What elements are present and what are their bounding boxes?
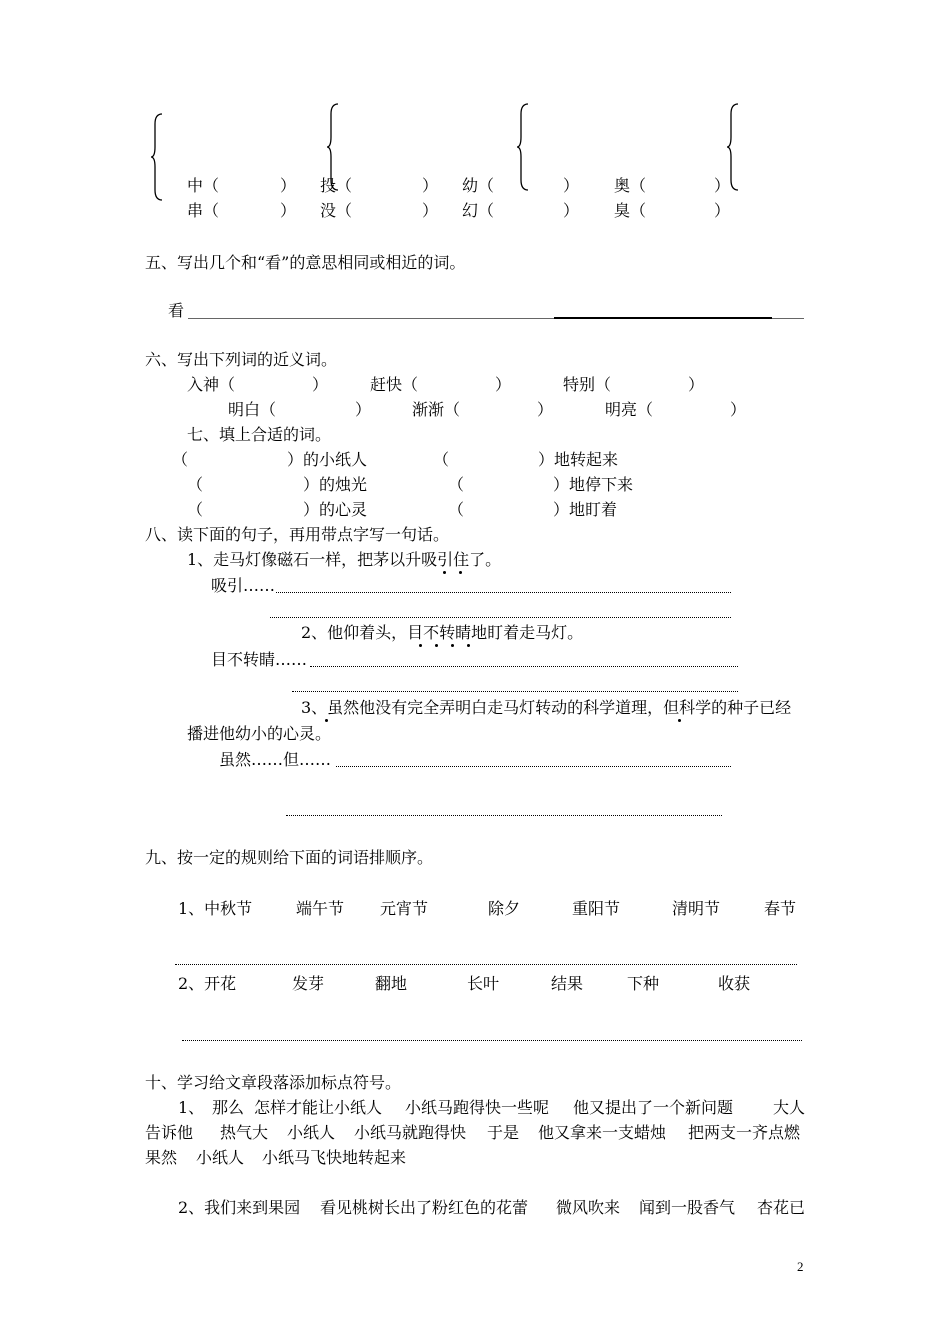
section5-label: 看 bbox=[168, 301, 185, 320]
pair2-top-close: ） bbox=[422, 176, 439, 195]
answer-line-suiran-1[interactable] bbox=[336, 766, 731, 767]
syn-gankuai: 赶快（ bbox=[370, 375, 419, 394]
fill2-close: ）地转起来 bbox=[538, 450, 619, 469]
emphasis-dot-sui bbox=[325, 719, 328, 722]
answer-line-mubuzhuanjing-2[interactable] bbox=[292, 691, 738, 692]
p2-l1-b: 看见桃树长出了粉红色的花蕾 bbox=[320, 1198, 529, 1217]
syn-rushen: 入神（ bbox=[187, 375, 236, 394]
p1-l1-f: 大人 bbox=[773, 1098, 806, 1117]
fill3-close: ）的烛光 bbox=[303, 475, 368, 494]
syn-gankuai-close: ） bbox=[495, 375, 512, 394]
emphasis-dot-mu bbox=[419, 644, 422, 647]
fill5-close: ）的心灵 bbox=[303, 500, 368, 519]
p1-l2-f: 他又拿来一支蜡烛 bbox=[538, 1123, 667, 1142]
p1-l1-c: 怎样才能让小纸人 bbox=[254, 1098, 383, 1117]
festival-5: 重阳节 bbox=[572, 899, 621, 918]
farm-6: 下种 bbox=[627, 974, 660, 993]
fill4-open: （ bbox=[448, 475, 465, 494]
p1-l2-d: 小纸马就跑得快 bbox=[354, 1123, 467, 1142]
p2-l1-c: 微风吹来 bbox=[556, 1198, 621, 1217]
fill3-open: （ bbox=[187, 475, 204, 494]
section6-heading: 六、写出下列词的近义词。 bbox=[145, 350, 338, 369]
pair3-top-close: ） bbox=[563, 176, 580, 195]
fill6-close: ）地盯着 bbox=[553, 500, 618, 519]
p1-l3-b: 小纸人 bbox=[196, 1148, 245, 1167]
pair1-top: 中（ bbox=[187, 176, 220, 195]
p2-l1-a: 2、我们来到果园 bbox=[178, 1198, 301, 1217]
fill1-close: ）的小纸人 bbox=[287, 450, 368, 469]
pair2-bottom-close: ） bbox=[422, 201, 439, 220]
p1-l1-e: 他又提出了一个新问题 bbox=[573, 1098, 734, 1117]
festival-4: 除夕 bbox=[488, 899, 521, 918]
pair4-bottom-close: ） bbox=[714, 201, 731, 220]
farm-4: 长叶 bbox=[467, 974, 500, 993]
p1-l3-a: 果然 bbox=[145, 1148, 178, 1167]
farm-2: 发芽 bbox=[292, 974, 325, 993]
farm-7: 收获 bbox=[718, 974, 751, 993]
answer-line-farming[interactable] bbox=[182, 1040, 802, 1041]
p1-l2-b: 热气大 bbox=[220, 1123, 269, 1142]
section8-prompt2: 目不转睛…… bbox=[211, 650, 308, 669]
section8-sentence2: 2、他仰着头，目不转睛地盯着走马灯。 bbox=[301, 623, 584, 642]
p1-l1-a: 1、 bbox=[178, 1098, 205, 1117]
pair3-bottom-close: ） bbox=[563, 201, 580, 220]
pair3-bottom: 幻（ bbox=[462, 201, 495, 220]
brace-1 bbox=[150, 112, 164, 202]
pair3-top: 幼（ bbox=[462, 176, 495, 195]
festival-6: 清明节 bbox=[672, 899, 721, 918]
pair4-top-close: ） bbox=[714, 176, 731, 195]
pair1-bottom: 串（ bbox=[187, 201, 220, 220]
section5-answer-line-bold bbox=[554, 317, 772, 319]
syn-jianjian-close: ） bbox=[537, 400, 554, 419]
farm-3: 翻地 bbox=[375, 974, 408, 993]
festival-7: 春节 bbox=[764, 899, 797, 918]
section10-heading: 十、学习给文章段落添加标点符号。 bbox=[145, 1073, 402, 1092]
answer-line-festivals[interactable] bbox=[175, 964, 797, 965]
answer-line-suiran-2[interactable] bbox=[286, 815, 722, 816]
farm-5: 结果 bbox=[551, 974, 584, 993]
p1-l2-g: 把两支一齐点燃 bbox=[688, 1123, 801, 1142]
festival-3: 元宵节 bbox=[380, 899, 429, 918]
syn-tebie: 特别（ bbox=[563, 375, 612, 394]
answer-line-xiyin-1[interactable] bbox=[276, 592, 731, 593]
section9-heading: 九、按一定的规则给下面的词语排顺序。 bbox=[145, 848, 434, 867]
p1-l3-c: 小纸马飞快地转起来 bbox=[262, 1148, 407, 1167]
syn-rushen-close: ） bbox=[312, 375, 329, 394]
syn-tebie-close: ） bbox=[688, 375, 705, 394]
p1-l2-e: 于是 bbox=[487, 1123, 520, 1142]
syn-mingbai: 明白（ bbox=[228, 400, 277, 419]
pair2-bottom: 没（ bbox=[320, 201, 353, 220]
emphasis-dot-yin bbox=[459, 571, 462, 574]
p1-l2-c: 小纸人 bbox=[287, 1123, 336, 1142]
syn-mingliang-close: ） bbox=[730, 400, 747, 419]
section8-sentence3a: 3、虽然他没有完全弄明白走马灯转动的科学道理，但科学的种子已经 bbox=[301, 698, 792, 717]
syn-mingliang: 明亮（ bbox=[605, 400, 654, 419]
section5-heading: 五、写出几个和“看”的意思相同或相近的词。 bbox=[145, 253, 466, 272]
festival-2: 端午节 bbox=[296, 899, 345, 918]
festival-1: 1、中秋节 bbox=[178, 899, 253, 918]
fill4-close: ）地停下来 bbox=[553, 475, 634, 494]
p1-l2-a: 告诉他 bbox=[145, 1123, 194, 1142]
emphasis-dot-jing bbox=[467, 644, 470, 647]
fill6-open: （ bbox=[448, 500, 465, 519]
pair2-top: 投（ bbox=[320, 176, 353, 195]
answer-line-mubuzhuanjing-1[interactable] bbox=[310, 666, 738, 667]
section8-sentence1: 1、走马灯像磁石一样，把茅以升吸引住了。 bbox=[187, 550, 502, 569]
syn-mingbai-close: ） bbox=[355, 400, 372, 419]
fill2-open: （ bbox=[433, 450, 450, 469]
emphasis-dot-xi bbox=[443, 571, 446, 574]
emphasis-dot-dan bbox=[678, 719, 681, 722]
section8-heading: 八、读下面的句子，再用带点字写一句话。 bbox=[145, 525, 450, 544]
farm-1: 2、开花 bbox=[178, 974, 237, 993]
section8-sentence3b: 播进他幼小的心灵。 bbox=[187, 724, 332, 743]
section8-prompt3: 虽然……但…… bbox=[219, 750, 332, 769]
page-number: 2 bbox=[797, 1259, 804, 1274]
p2-l1-e: 杏花已 bbox=[757, 1198, 806, 1217]
pair1-bottom-close: ） bbox=[280, 201, 297, 220]
p1-l1-b: 那么 bbox=[212, 1098, 245, 1117]
brace-3 bbox=[516, 102, 530, 192]
p1-l1-d: 小纸马跑得快一些呢 bbox=[405, 1098, 550, 1117]
section7-heading: 七、填上合适的词。 bbox=[187, 425, 332, 444]
answer-line-xiyin-2[interactable] bbox=[270, 617, 731, 618]
pair1-top-close: ） bbox=[280, 176, 297, 195]
p2-l1-d: 闻到一股香气 bbox=[639, 1198, 736, 1217]
pair4-top: 奥（ bbox=[614, 176, 647, 195]
fill5-open: （ bbox=[187, 500, 204, 519]
fill1-open: （ bbox=[172, 450, 189, 469]
emphasis-dot-bu bbox=[435, 644, 438, 647]
section8-prompt1: 吸引…… bbox=[211, 576, 276, 595]
emphasis-dot-zhuan bbox=[451, 644, 454, 647]
syn-jianjian: 渐渐（ bbox=[412, 400, 461, 419]
pair4-bottom: 臭（ bbox=[614, 201, 647, 220]
